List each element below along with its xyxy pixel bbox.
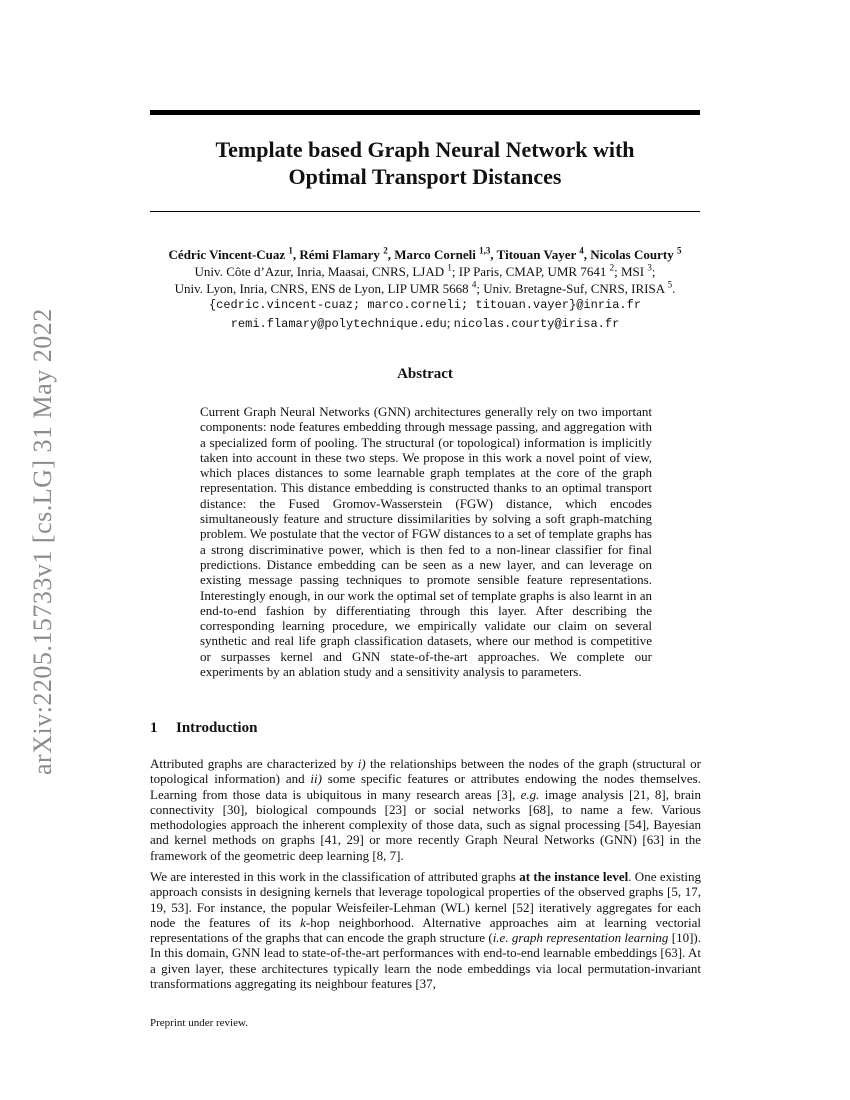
affiliation-line-2 — [140, 280, 710, 297]
affiliation-text: . — [672, 281, 676, 296]
author-names: Cédric Vincent-Cuaz $^1$, Rémi Flamary $^2$, Marco Corneli $^{1,3}$, Titouan Vayer $^4$, Nicolas Courty $^5$ — [168, 245, 682, 262]
affiliation-text: ; — [651, 264, 656, 279]
affil-mark: 2 — [609, 262, 615, 273]
section-heading-introduction — [150, 720, 257, 737]
author-name: Titouan Vayer — [496, 247, 577, 262]
body-text: . One existing approach consists in designing kernels that leverage topological properties of the observed graphs [5, 17, 19, 53]. For instance, the popular Weisfeiler-Lehman (WL) kernel [52] iteratively aggregates for each node the features of its — [150, 869, 701, 930]
author-name: Marco Corneli — [394, 247, 476, 262]
author-affil-mark: 1,3 — [479, 245, 491, 256]
author-affil-mark: 1 — [288, 245, 293, 256]
author-affil-mark: 5 — [676, 245, 682, 256]
affil-mark: 4 — [471, 279, 477, 290]
title-bottom-rule — [150, 211, 700, 212]
body-text: [10]). In this domain, GNN lead to state-of-the-art performances with end-to-end learnable embeddings [63]. At a given layer, these architectures typically learn the node embeddings via local permutation-invariant transformations aggregating its neighbour features [37, — [150, 930, 701, 992]
italic-text: e.g. — [520, 786, 540, 802]
body-text: -hop neighborhood. Alternative approaches aim at learning vectorial representations of the graphs that can encode the graph structure ( — [150, 914, 701, 946]
section-number: 1 — [150, 720, 158, 736]
author-name: Rémi Flamary — [299, 247, 380, 262]
body-text: We are interested in this work in the classification of attributed graphs — [150, 869, 520, 884]
page-footer: Preprint under review. — [150, 1017, 248, 1029]
email-address: remi.flamary@polytechnique.edu — [230, 317, 447, 331]
arxiv-identifier-stamp — [20, 285, 60, 785]
body-text: image analysis [21, 8], brain connectivity [30], biological compounds [23] or social networks [68], to name a few. Various methodologies approach the inherent complexity of those data, such as signal processing [54], Bayesian and kernel methods on graphs [41, 29] or more recently Graph Neural Networks (GNN) [63] in the framework of the geometric deep learning [8, 7]. — [150, 786, 701, 863]
body-text: the relationships between the nodes of the graph (structural or topological information) and — [150, 756, 701, 787]
email-line-2 — [140, 314, 710, 333]
author-name: Cédric Vincent-Cuaz — [168, 247, 286, 262]
affiliation-text: Univ. Côte d’Azur, Inria, Maasai, CNRS, LJAD — [194, 264, 448, 279]
affil-mark: 5 — [667, 279, 673, 290]
paper-title — [150, 136, 700, 190]
affiliation-line-1 — [140, 263, 710, 280]
affiliation-text: ; Univ. Bretagne-Suf, CNRS, IRISA — [476, 281, 668, 296]
intro-paragraph-2 — [150, 869, 701, 991]
section-title: Introduction — [176, 720, 258, 736]
author-name: Nicolas Courty — [590, 247, 674, 262]
abstract-text: Current Graph Neural Networks (GNN) architectures generally rely on two important components: node features embedding through message passing, and aggregation with a specialized form of pooling. The structural (or topological) information is implicitly taken into account in these two steps. We propose in this work a novel point of view, which places distances to some learnable graph templates at the core of the graph representation. This distance embedding is constructed thanks to an optimal transport distance: the Fused Gromov-Wasserstein (FGW) distance, which encodes simultaneously feature and structure dissimilarities by solving a soft graph-matching problem. We postulate that the vector of FGW distances to a set of template graphs has a strong discriminative power, which is then fed to a non-linear classifier for final predictions. Distance embedding can be seen as a new layer, and can leverage on existing message passing techniques to promote sensible feature representations. Interestingly enough, in our work the optimal set of template graphs is also learnt in an end-to-end fashion by differentiating through this layer. After describing the corresponding learning procedure, we empirically validate our claim on several synthetic and real life graph classification datasets, where our method is competitive or surpasses kernel and GNN state-of-the-art approaches. We complete our experiments by an ablation study and a sensitivity analysis to parameters. — [200, 404, 653, 680]
bold-text: at the instance level — [519, 869, 629, 884]
author-block — [140, 246, 710, 333]
arxiv-stamp-text: arXiv:2205.15733v1 [cs.LG] 31 May 2022 — [28, 308, 57, 775]
affiliation-text: Univ. Lyon, Inria, CNRS, ENS de Lyon, LIP UMR 5668 — [174, 281, 472, 296]
italic-text: i) — [357, 756, 366, 771]
abstract-heading: Abstract — [397, 366, 453, 382]
title-line-2: Optimal Transport Distances — [288, 164, 562, 189]
title-top-rule — [150, 110, 700, 115]
affiliation-text: ; IP Paris, CMAP, UMR 7641 — [451, 264, 610, 279]
italic-text: i.e. graph representation learning — [492, 930, 669, 946]
italic-text: k — [300, 914, 306, 930]
affiliation-text: ; MSI — [614, 264, 648, 279]
body-text: Attributed graphs are characterized by — [150, 756, 358, 771]
email-line-1: {cedric.vincent-cuaz; marco.corneli; titouan.vayer}@inria.fr — [208, 298, 642, 312]
body-text: some specific features or attributes endowing the nodes themselves. Learning from those data is ubiquitous in many research areas [3], — [150, 771, 701, 802]
author-affil-mark: 2 — [383, 245, 388, 256]
affil-mark: 1 — [447, 262, 452, 273]
affil-mark: 3 — [647, 262, 652, 273]
email-address: nicolas.courty@irisa.fr — [453, 317, 620, 331]
intro-paragraph-1 — [150, 756, 701, 863]
email-separator: ; — [446, 315, 451, 330]
italic-text: ii) — [310, 771, 322, 787]
author-affil-mark: 4 — [579, 245, 584, 256]
title-line-1: Template based Graph Neural Network with — [215, 137, 635, 162]
